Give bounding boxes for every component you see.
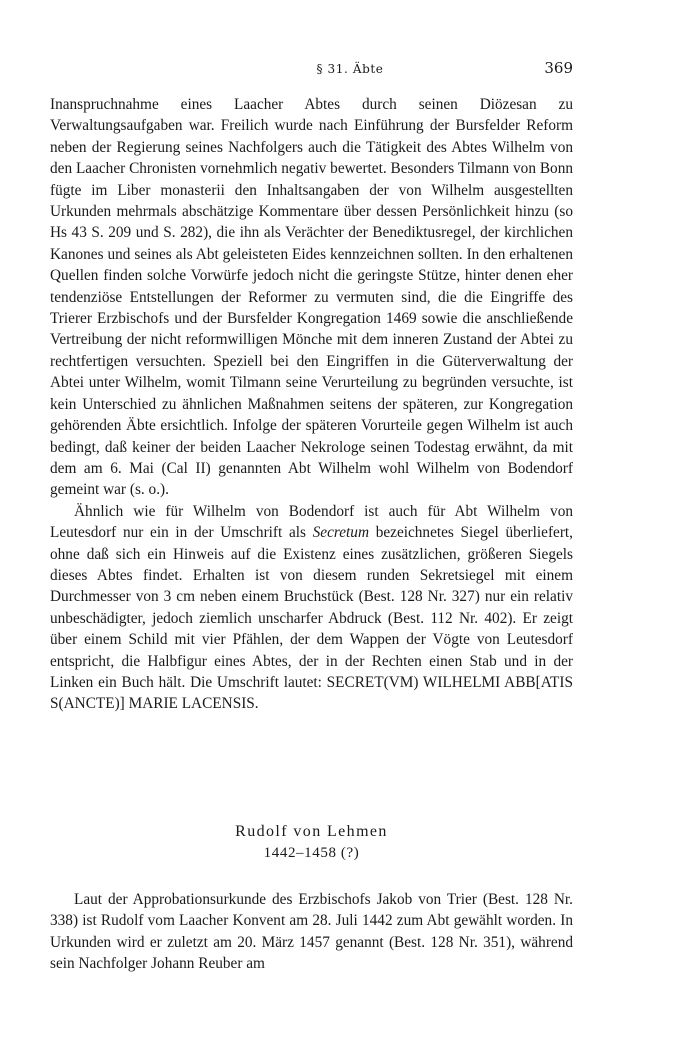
main-text-block xyxy=(50,94,573,715)
section-paragraph: Laut der Approbationsurkunde des Erzbischofs Jakob von Trier (Best. 128 Nr. 338) ist Rudolf vom Laacher Konvent am 28. Juli 1442 zum Abt gewählt worden. In Urkunden wird er zuletzt am 20. März 1457 genannt (Best. 128 Nr. 351), während sein Nachfolger Johann Reuber am xyxy=(50,891,573,973)
secretum-italic: Secretum xyxy=(312,524,370,542)
section-dates: 1442–1458 (?) xyxy=(263,845,360,861)
section-heading: Rudolf von Lehmen xyxy=(235,823,388,840)
section-text-block xyxy=(50,889,573,975)
paragraph-2-text-end: bezeichnetes Siegel überliefert, ohne daß sich ein Hinweis auf die Existenz eines zusätzlichen, größeren Siegels dieses Abtes findet. Erhalten ist von diesem runden Sekretsiegel mit einem Durchmesser von 3 cm neben einem Bruchstück (Best. 128 Nr. 327) nur ein relativ unbeschädigter, jedoch ziemlich unscharfer Abdruck (Best. 112 Nr. 402). Er zeigt über einem Schild mit vier Pfählen, der dem Wappen der Vögte von Leutesdorf entspricht, die Halbfigur eines Abtes, der in der Rechten einen Stab und in der Linken ein Buch hält. Die Umschrift lautet: SECRET(VM) WILHELMI ABB[ATIS S(ANCTE)] MARIE LACENSIS. xyxy=(50,524,573,713)
paragraph-2 xyxy=(50,501,573,715)
running-title: § 31. Äbte xyxy=(316,62,384,76)
paragraph-1: Inanspruchnahme eines Laacher Abtes durch seinen Diözesan zu Verwaltungsaufgaben war. Freilich wurde nach Einführung der Bursfelder Reform neben der Regierung seines Nachfolgers auch die Tätigkeit des Abtes Wilhelm von den Laacher Chronisten vornehmlich negativ bewertet. Besonders Tilmann von Bonn fügte im Liber monasterii den Inhaltsangaben der von Wilhelm ausgestellten Urkunden mehrmals abschätzige Kommentare über dessen Persönlichkeit hinzu (so Hs 43 S. 209 und S. 282), die ihn als Verächter der Benediktusregel, der kirchlichen Kanones und seines als Abt geleisteten Eides kennzeichnen sollten. In den erhaltenen Quellen finden solche Vorwürfe jedoch nicht die geringste Stütze, hinter denen eher tendenziöse Entstellungen der Reformer zu vermuten sind, die die Eingriffe des Trierer Erzbischofs und der Bursfelder Kongregation 1469 sowie die anschließende Vertreibung der nicht reformwilligen Mönche mit dem inneren Zustand der Abtei zu rechtfertigen versuchten. Speziell bei den Eingriffen in die Güterverwaltung der Abtei unter Wilhelm, womit Tilmann seine Verurteilung zu begründen versuchte, ist kein Unterschied zu ähnlichen Maßnahmen seitens der späteren, zur Kongregation gehörenden Äbte ersichtlich. Infolge der späteren Vorurteile gegen Wilhelm ist auch bedingt, daß keiner der beiden Laacher Nekrologe seinen Todestag erwähnt, da mit dem am 6. Mai (Cal II) genannten Abt Wilhelm wohl Wilhelm von Bodendorf gemeint war (s. o.). xyxy=(50,96,573,499)
paragraph-2-text-start: Ähnlich wie für Wilhelm von Bodendorf ist auch für Abt Wilhelm von Leutesdorf nur ein in der Umschrift als xyxy=(50,502,573,542)
page-number: 369 xyxy=(544,59,573,77)
